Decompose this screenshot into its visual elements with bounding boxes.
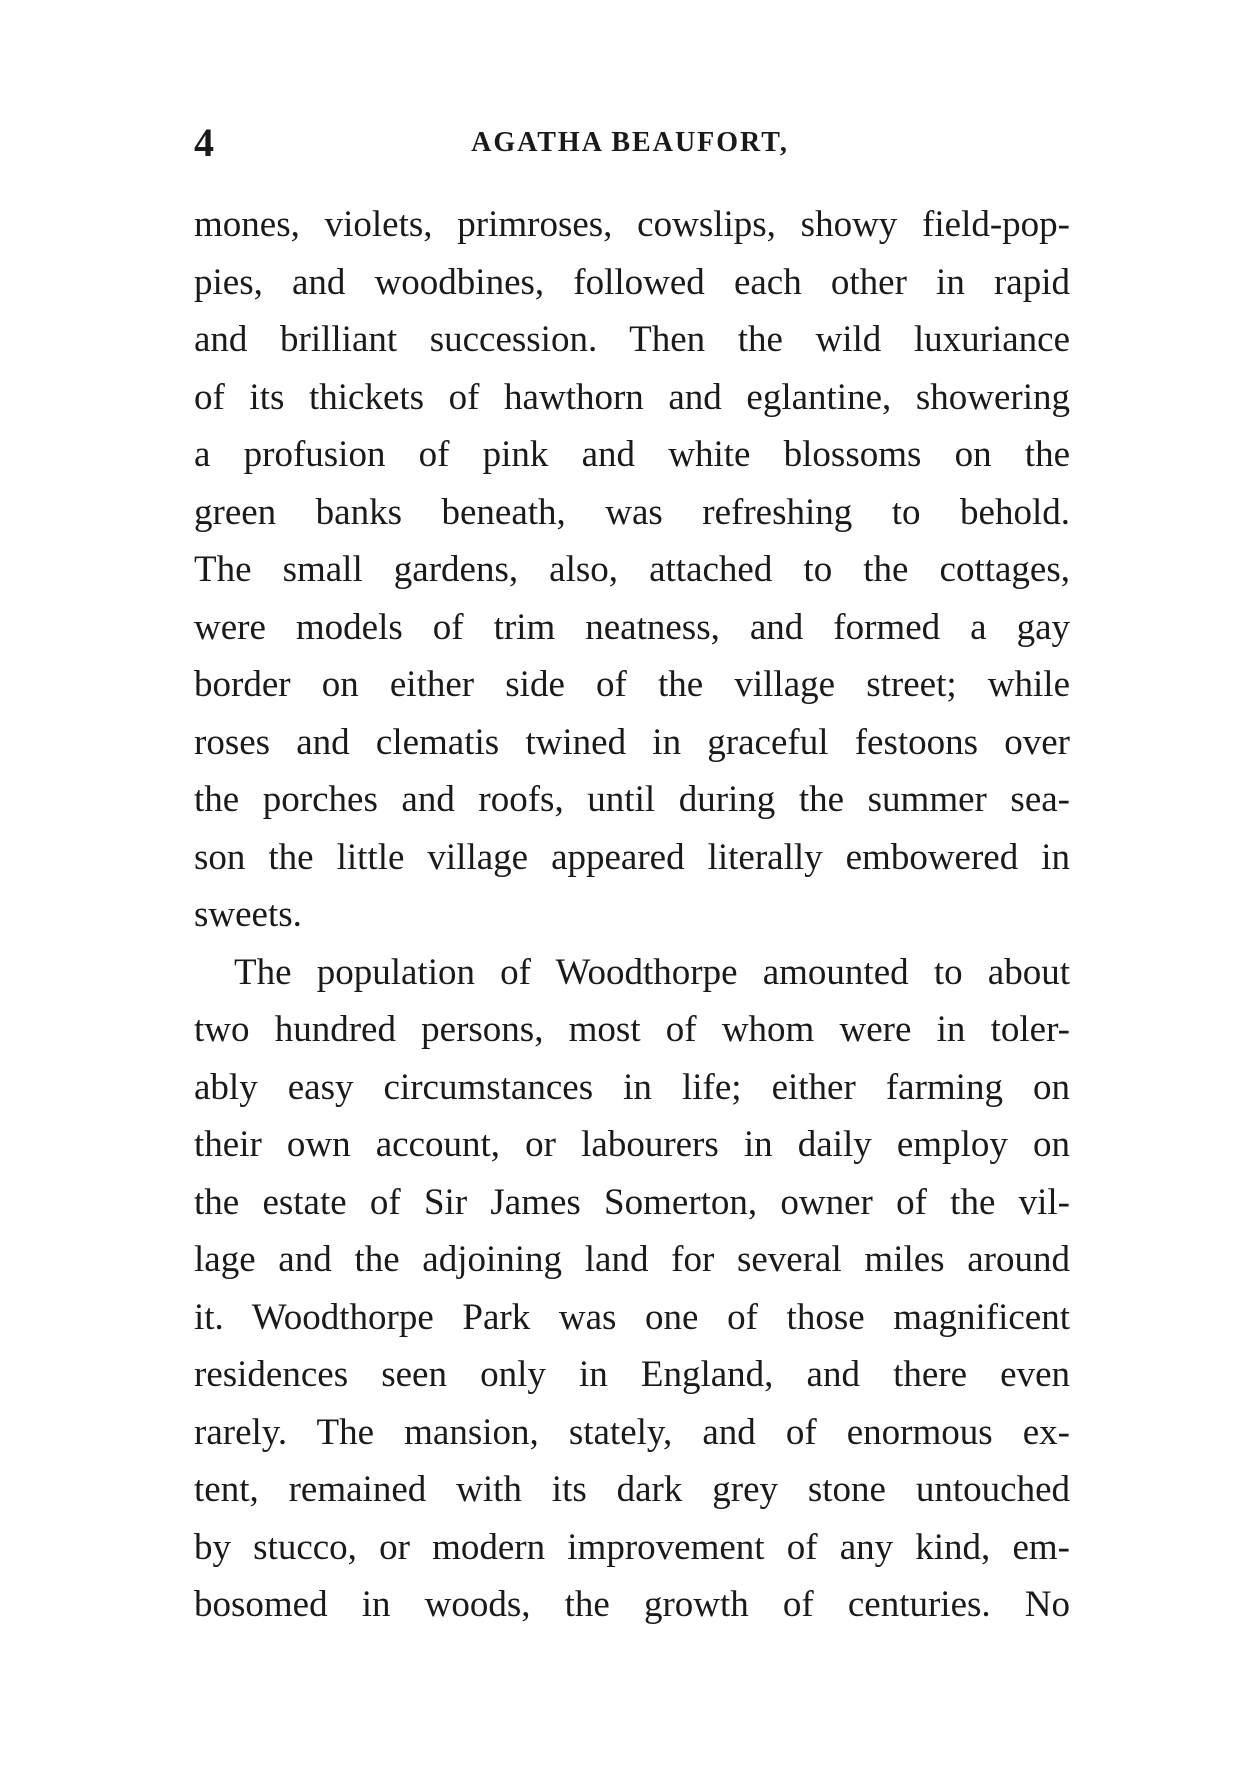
text-line: it. Woodthorpe Park was one of those magnificent <box>194 1296 1070 1338</box>
text-line: the estate of Sir James Somerton, owner of the vil- <box>194 1181 1070 1223</box>
text-line: residences seen only in England, and there even <box>194 1354 1070 1395</box>
text-line: border on either side of the village street; while <box>194 664 1070 705</box>
text-line: lage and the adjoining land for several miles around <box>194 1239 1070 1280</box>
page-header <box>194 118 1066 168</box>
text-line: sweets. <box>194 894 302 935</box>
text-line: were models of trim neatness, and formed a gay <box>194 606 1070 648</box>
text-line: green banks beneath, was refreshing to behold. <box>194 491 1070 533</box>
running-head: AGATHA BEAUFORT, <box>471 127 789 158</box>
text-line: two hundred persons, most of whom were in toler- <box>194 1009 1070 1050</box>
text-line: and brilliant succession. Then the wild luxuriance <box>194 319 1070 360</box>
text-line: The small gardens, also, attached to the cottages, <box>194 549 1070 590</box>
paragraph-2 <box>194 944 1070 1634</box>
text-line: The population of Woodthorpe amounted to about <box>234 951 1070 993</box>
text-line: rarely. The mansion, stately, and of enormous ex- <box>194 1411 1070 1453</box>
text-line: son the little village appeared literally embowered in <box>194 836 1070 878</box>
text-line: pies, and woodbines, followed each other in rapid <box>194 261 1070 303</box>
text-line: roses and clematis twined in graceful festoons over <box>194 721 1070 763</box>
text-line: by stucco, or modern improvement of any kind, em- <box>194 1526 1070 1568</box>
body-text <box>194 196 1070 1634</box>
text-line: tent, remained with its dark grey stone untouched <box>194 1469 1070 1510</box>
paragraph-1 <box>194 196 1070 944</box>
text-line: mones, violets, primroses, cowslips, showy field-pop- <box>194 204 1070 245</box>
text-line: of its thickets of hawthorn and eglantine, showering <box>194 376 1070 418</box>
text-line: the porches and roofs, until during the summer sea- <box>194 779 1070 820</box>
text-line: ably easy circumstances in life; either farming on <box>194 1066 1070 1108</box>
text-line: a profusion of pink and white blossoms on the <box>194 434 1070 475</box>
page-number: 4 <box>194 120 214 165</box>
text-line: their own account, or labourers in daily employ on <box>194 1124 1070 1165</box>
text-line: bosomed in woods, the growth of centuries. No <box>194 1584 1070 1625</box>
